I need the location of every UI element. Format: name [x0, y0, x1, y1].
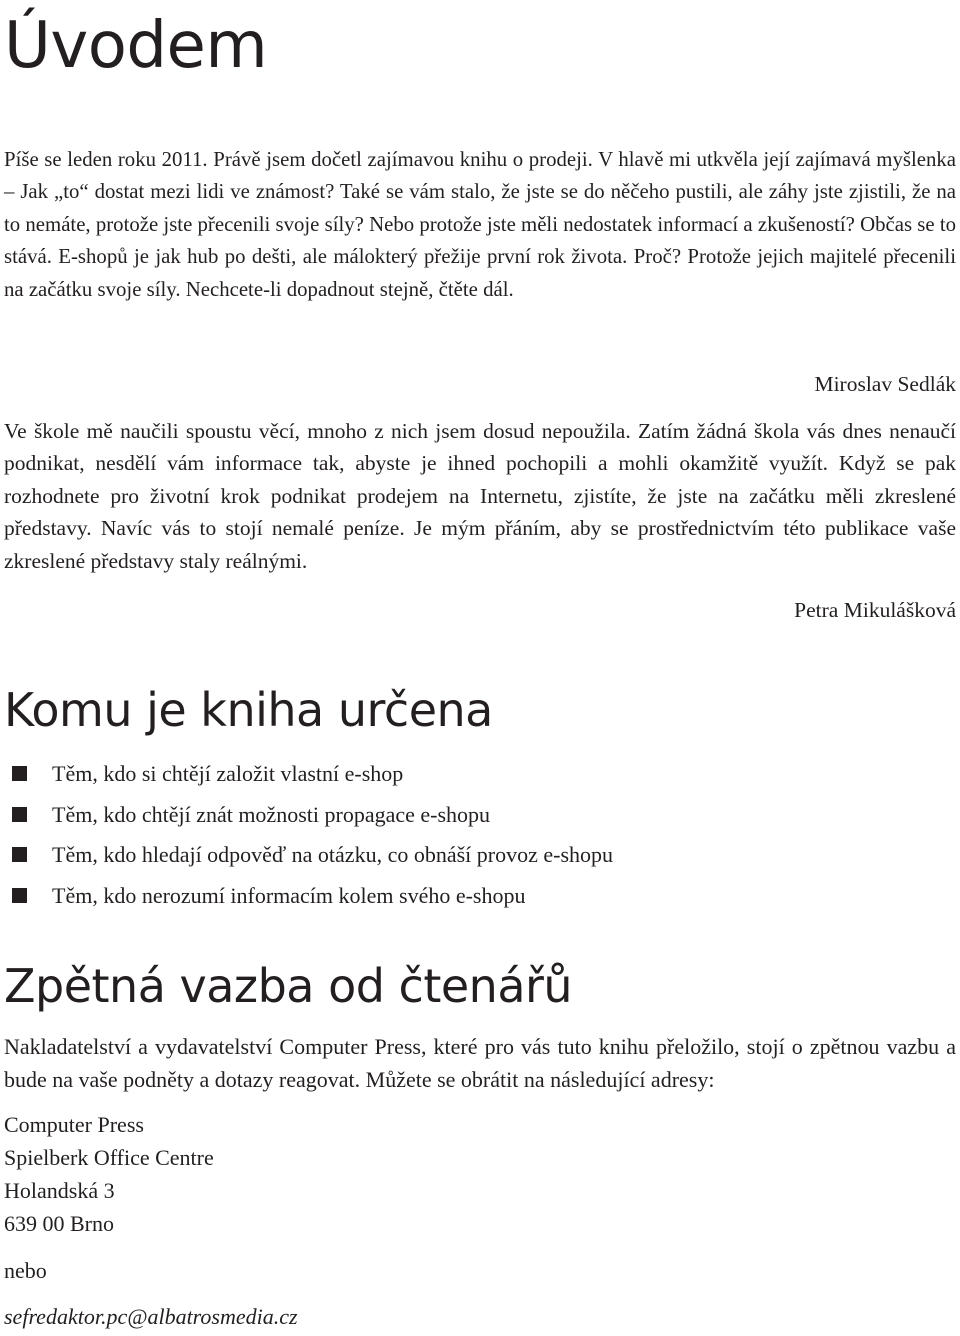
- signature-petra: Petra Mikulášková: [794, 598, 956, 622]
- list-item-text: Těm, kdo chtějí znát možnosti propagace e-shopu: [52, 801, 491, 827]
- list-item-text: Těm, kdo nerozumí informacím kolem svého e-shopu: [52, 882, 526, 908]
- square-bullet-icon: [12, 807, 27, 822]
- list-item: [4, 795, 613, 836]
- or-text: nebo: [4, 1258, 47, 1283]
- address-line: Computer Press: [4, 1112, 144, 1137]
- list-item: [4, 876, 613, 917]
- square-bullet-icon: [12, 847, 27, 862]
- square-bullet-icon: [12, 766, 27, 781]
- page-title: Úvodem: [4, 9, 268, 83]
- email-address[interactable]: sefredaktor.pc@albatrosmedia.cz: [4, 1304, 298, 1329]
- feedback-paragraph: Nakladatelství a vydavatelství Computer Press, které pro vás tuto knihu přeložilo, stojí o zpětnou vazbu a bude na vaše podněty a dotazy reagovat. Můžete se obrátit na následující adresy:: [4, 1034, 956, 1092]
- intro-paragraph-1: Píše se leden roku 2011. Právě jsem dočetl zajímavou knihu o prodeji. V hlavě mi utkvěla její zajímavá myšlenka – Jak „to“ dostat mezi lidi ve známost? Také se vám stalo, že jste se do něčeho pustili, ale záhy jste zjistili, že na to nemáte, protože jste přecenili svoje síly? Nebo protože jste měli nedostatek informací a zkušeností? Občas se to stává. E-shopů je jak hub po dešti, ale málokterý přežije první rok života. Proč? Protože jejich majitelé přecenili na začátku svoje síly. Nechcete-li dopadnout stejně, čtěte dál.: [4, 148, 956, 301]
- list-item-text: Těm, kdo hledají odpověď na otázku, co obnáší provoz e-shopu: [52, 842, 614, 867]
- address-line: Spielberk Office Centre: [4, 1145, 214, 1170]
- audience-list: [4, 754, 613, 916]
- address-line: 639 00 Brno: [4, 1211, 114, 1236]
- section-title-audience: Komu je kniha určena: [4, 683, 493, 737]
- address-line: Holandská 3: [4, 1178, 115, 1203]
- list-item: [4, 835, 613, 876]
- signature-miroslav: Miroslav Sedlák: [814, 372, 956, 396]
- list-item: [4, 754, 613, 795]
- intro-paragraph-2: Ve škole mě naučili spoustu věcí, mnoho z nich jsem dosud nepoužila. Zatím žádná škola vás dnes nenaučí podnikat, nesdělí vám informace tak, abyste je ihned pochopili a mohli okamžitě využít. Když se pak rozhodnete pro životní krok podnikat prodejem na Internetu, zjistíte, že jste na začátku měli zkreslené představy. Navíc vás to stojí nemalé peníze. Je mým přáním, aby se prostřednictvím této publikace vaše zkreslené představy staly reálnými.: [4, 419, 956, 573]
- postal-address: [4, 1108, 214, 1240]
- section-title-feedback: Zpětná vazba od čtenářů: [4, 959, 573, 1013]
- square-bullet-icon: [12, 888, 27, 903]
- list-item-text: Těm, kdo si chtějí založit vlastní e-shop: [52, 761, 404, 786]
